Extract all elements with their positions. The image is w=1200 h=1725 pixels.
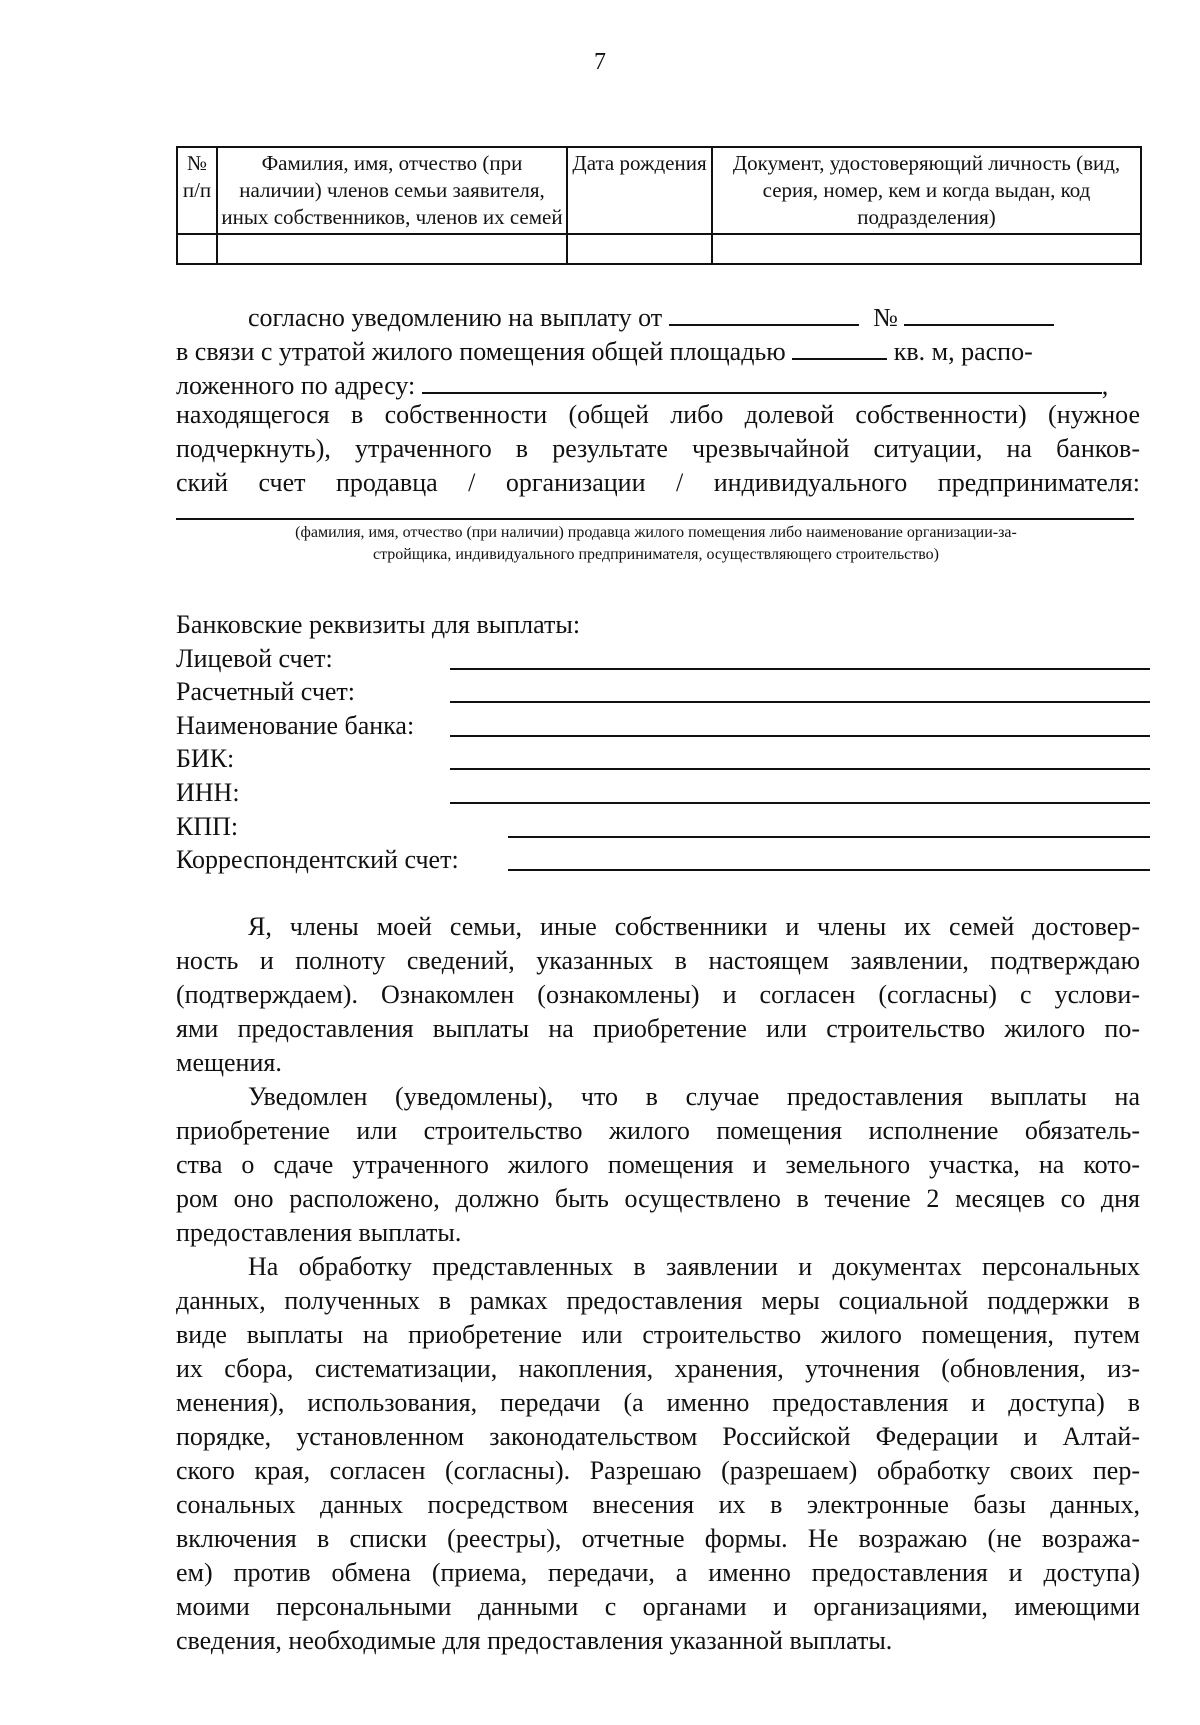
- number-sign: №: [873, 303, 898, 332]
- paragraph-2-line: предоставления выплаты.: [176, 1218, 462, 1247]
- personal-account-label: Лицевой счет:: [176, 644, 333, 673]
- statement-line-5: подчеркнуть), утраченного в результате чрезвычайной ситуации, на банков-: [176, 434, 1140, 463]
- paragraph-3-line: виде выплаты на приобретение или строительство жилого помещения, путем: [176, 1320, 1140, 1349]
- paragraph-2-line: ства о сдаче утраченного жилого помещения и земельного участка, на кото-: [176, 1150, 1140, 1179]
- paragraph-3-line: включения в списки (реестры), отчетные формы. Не возражаю (не возража-: [176, 1524, 1140, 1553]
- paragraph-1-line: Я, члены моей семьи, иные собственники и члены их семей достовер-: [248, 912, 1140, 941]
- paragraph-3-line: ского края, согласен (согласны). Разрешаю (разрешаем) обработку своих пер-: [176, 1456, 1140, 1485]
- header-number: № п/п: [177, 147, 217, 234]
- page-number: 7: [594, 49, 606, 75]
- correspondent-account-label: Корреспондентский счет:: [176, 845, 459, 874]
- bank-name-label: Наименование банка:: [176, 711, 415, 740]
- inn-label: ИНН:: [176, 778, 240, 807]
- header-id-document: Документ, удостоверяющий личность (вид, серия, номер, кем и когда выдан, код подразделения): [712, 147, 1141, 234]
- address-comma: ,: [1101, 371, 1109, 400]
- paragraph-3-line: На обработку представленных в заявлении и документах персональных: [248, 1252, 1140, 1281]
- cell-number[interactable]: [177, 234, 217, 264]
- paragraph-1-line: ями предоставления выплаты на приобретение или строительство жилого по-: [176, 1014, 1140, 1043]
- paragraph-3-line: моими персональными данными с органами и организациями, имеющими: [176, 1592, 1140, 1621]
- recipient-caption-1: (фамилия, имя, отчество (при наличии) продавца жилого помещения либо наименование организации-за-: [295, 524, 1017, 541]
- paragraph-1-line: (подтверждаем). Ознакомлен (ознакомлены) и согласен (согласны) с услови-: [176, 980, 1140, 1009]
- notice-text: согласно уведомлению на выплату от: [248, 303, 663, 332]
- paragraph-3-line: их сбора, систематизации, накопления, хранения, уточнения (обновления, из-: [176, 1354, 1140, 1383]
- paragraph-3-line: порядке, установленном законодательством Российской Федерации и Алтай-: [176, 1422, 1140, 1451]
- address-field[interactable]: [422, 364, 1102, 394]
- paragraph-1-line: мещения.: [176, 1048, 282, 1077]
- header-full-name: Фамилия, имя, отчество (при наличии) членов семьи заявителя, иных собственников, членов их семей: [217, 147, 567, 234]
- area-unit-text: кв. м, распо-: [893, 337, 1033, 366]
- paragraph-2-line: приобретение или строительство жилого помещения исполнение обязатель-: [176, 1116, 1140, 1145]
- statement-line-4: находящегося в собственности (общей либо долевой собственности) (нужное: [176, 400, 1140, 429]
- recipient-field[interactable]: [176, 518, 1134, 520]
- bank-details-heading: Банковские реквизиты для выплаты:: [176, 610, 581, 639]
- family-members-table: [176, 146, 1142, 265]
- notice-date-field[interactable]: [669, 296, 859, 326]
- paragraph-2-line: ром оно расположено, должно быть осуществлено в течение 2 месяцев со дня: [176, 1184, 1140, 1213]
- header-birth-date: Дата рождения: [567, 147, 712, 234]
- cell-id-document[interactable]: [712, 234, 1141, 264]
- inn-field[interactable]: [450, 802, 1150, 804]
- table-row: [177, 234, 1141, 264]
- personal-account-field[interactable]: [450, 668, 1150, 670]
- bank-name-field[interactable]: [450, 735, 1150, 737]
- statement-line-6: ский счет продавца / организации / индивидуального предпринимателя:: [176, 468, 1140, 497]
- area-field[interactable]: [792, 330, 887, 360]
- paragraph-2-line: Уведомлен (уведомлены), что в случае предоставления выплаты на: [248, 1082, 1140, 1111]
- paragraph-1-line: ность и полноту сведений, указанных в настоящем заявлении, подтверждаю: [176, 946, 1140, 975]
- bik-label: БИК:: [176, 744, 235, 773]
- correspondent-account-field[interactable]: [508, 869, 1150, 871]
- paragraph-3-line: сональных данных посредством внесения их в электронные базы данных,: [176, 1490, 1140, 1519]
- kpp-label: КПП:: [176, 812, 239, 841]
- settlement-account-field[interactable]: [450, 701, 1150, 703]
- bik-field[interactable]: [450, 768, 1150, 770]
- cell-birth-date[interactable]: [567, 234, 712, 264]
- cell-full-name[interactable]: [217, 234, 567, 264]
- recipient-caption-2: стройщика, индивидуального предпринимателя, осуществляющего строительство): [373, 546, 939, 563]
- paragraph-3-line: менения), использования, передачи (а именно предоставления и доступа) в: [176, 1388, 1140, 1417]
- kpp-field[interactable]: [508, 836, 1150, 838]
- address-label: ложенного по адресу:: [176, 371, 416, 400]
- notice-number-field[interactable]: [904, 296, 1054, 326]
- settlement-account-label: Расчетный счет:: [176, 677, 356, 706]
- paragraph-3-line: данных, полученных в рамках предоставления меры социальной поддержки в: [176, 1286, 1140, 1315]
- paragraph-3-line: ем) против обмена (приема, передачи, а именно предоставления и доступа): [176, 1558, 1140, 1587]
- paragraph-3-line: сведения, необходимые для предоставления указанной выплаты.: [176, 1626, 893, 1655]
- area-text: в связи с утратой жилого помещения общей площадью: [176, 337, 786, 366]
